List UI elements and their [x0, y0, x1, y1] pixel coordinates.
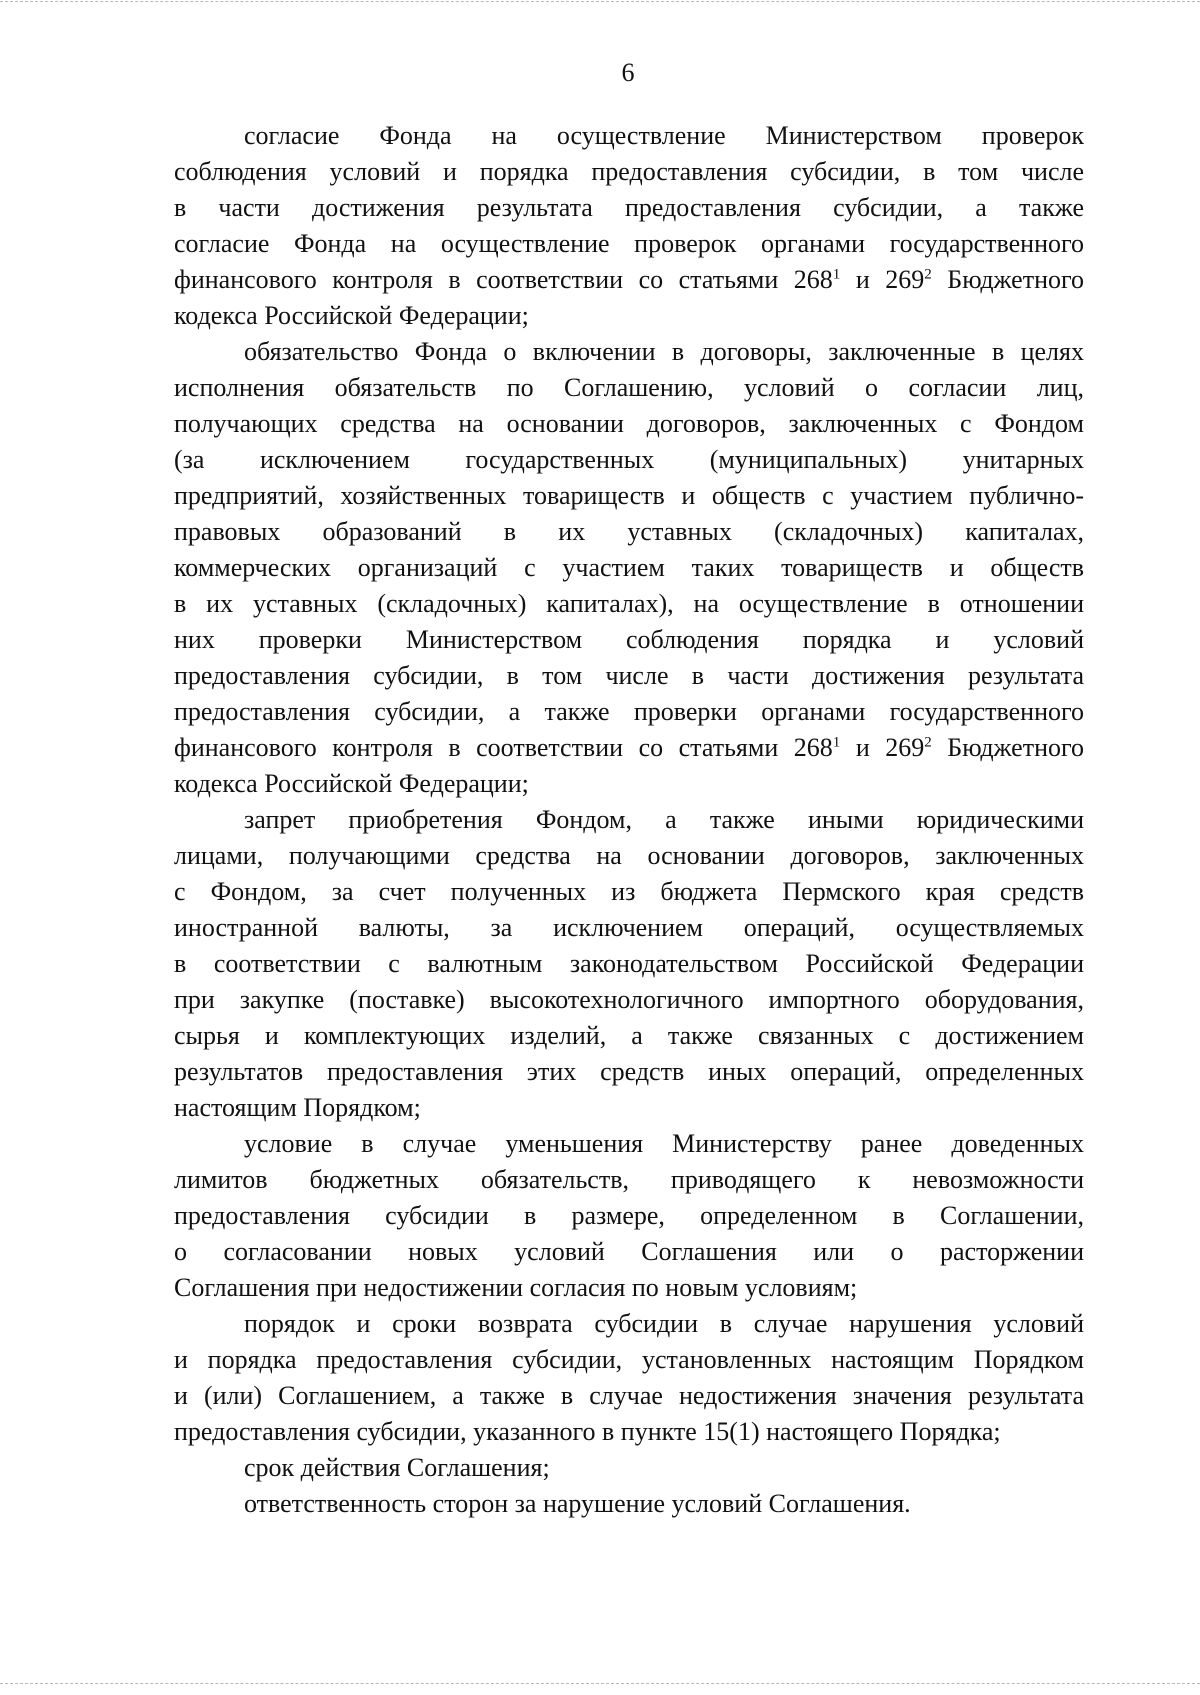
text-line: согласие Фонда на осуществление проверок органами государственного	[174, 229, 1084, 258]
paragraph	[174, 118, 1084, 334]
text-run: Бюджетного	[931, 733, 1085, 762]
text-line: ответственность сторон за нарушение условий Соглашения.	[244, 1489, 911, 1518]
text-line: в их уставных (складочных) капиталах), на осуществление в отношении	[174, 589, 1084, 618]
text-line: предоставления субсидии в размере, определенном в Соглашении,	[174, 1201, 1084, 1230]
text-run: и 269	[840, 733, 925, 762]
text-line: сырья и комплектующих изделий, а также связанных с достижением	[174, 1021, 1084, 1050]
text-line: в соответствии с валютным законодательством Российской Федерации	[174, 949, 1084, 978]
text-line: и порядка предоставления субсидии, установленных настоящим Порядком	[174, 1345, 1084, 1374]
text-line	[174, 262, 1084, 298]
paragraph	[174, 1126, 1084, 1306]
text-line: настоящим Порядком;	[174, 1093, 421, 1122]
text-line: исполнения обязательств по Соглашению, условий о согласии лиц,	[174, 373, 1084, 402]
scan-top-edge	[0, 1, 1200, 2]
text-line: порядок и сроки возврата субсидии в случае нарушения условий	[244, 1309, 1084, 1338]
paragraph	[174, 1450, 1084, 1486]
text-line: и (или) Соглашением, а также в случае недостижения значения результата	[174, 1381, 1084, 1410]
text-line	[174, 730, 1084, 766]
paragraph	[174, 1486, 1084, 1522]
text-line: предприятий, хозяйственных товариществ и обществ с участием публично-	[174, 481, 1084, 510]
text-line: них проверки Министерством соблюдения порядка и условий	[174, 625, 1084, 654]
document-body	[174, 118, 1084, 1522]
paragraph	[174, 802, 1084, 1126]
text-line: при закупке (поставке) высокотехнологичного импортного оборудования,	[174, 985, 1084, 1014]
text-line: предоставления субсидии, а также проверки органами государственного	[174, 697, 1084, 726]
superscript: 1	[832, 734, 841, 751]
text-line: с Фондом, за счет полученных из бюджета Пермского края средств	[174, 877, 1084, 906]
text-line: предоставления субсидии, указанного в пункте 15(1) настоящего Порядка;	[174, 1417, 1001, 1446]
text-run: финансового контроля в соответствии со статьями 268	[174, 733, 833, 762]
text-line: запрет приобретения Фондом, а также иными юридическими	[244, 805, 1084, 834]
text-line: лицами, получающими средства на основании договоров, заключенных	[174, 841, 1084, 870]
text-line: обязательство Фонда о включении в договоры, заключенные в целях	[244, 337, 1084, 366]
text-line: правовых образований в их уставных (складочных) капиталах,	[174, 517, 1084, 546]
text-line: (за исключением государственных (муниципальных) унитарных	[174, 445, 1084, 474]
text-line: лимитов бюджетных обязательств, приводящего к невозможности	[174, 1165, 1084, 1194]
text-run: и 269	[840, 265, 925, 294]
paragraph	[174, 334, 1084, 802]
text-line: в части достижения результата предоставления субсидии, а также	[174, 193, 1084, 222]
text-line: кодекса Российской Федерации;	[174, 769, 529, 798]
scan-bottom-edge	[0, 1683, 1200, 1684]
text-line: условие в случае уменьшения Министерству ранее доведенных	[244, 1129, 1084, 1158]
text-line: срок действия Соглашения;	[244, 1453, 550, 1482]
text-run: финансового контроля в соответствии со статьями 268	[174, 265, 833, 294]
text-line: результатов предоставления этих средств иных операций, определенных	[174, 1057, 1084, 1086]
text-line: кодекса Российской Федерации;	[174, 301, 529, 330]
text-line: иностранной валюты, за исключением операций, осуществляемых	[174, 913, 1084, 942]
text-line: соблюдения условий и порядка предоставления субсидии, в том числе	[174, 157, 1084, 186]
text-line: коммерческих организаций с участием таких товариществ и обществ	[174, 553, 1084, 582]
text-line: получающих средства на основании договоров, заключенных с Фондом	[174, 409, 1084, 438]
text-run: Бюджетного	[931, 265, 1085, 294]
page-number: 6	[621, 58, 635, 87]
superscript: 2	[924, 734, 932, 751]
paragraph	[174, 1306, 1084, 1450]
text-line: Соглашения при недостижении согласия по новым условиям;	[174, 1273, 858, 1302]
text-line: о согласовании новых условий Соглашения или о расторжении	[174, 1237, 1084, 1266]
text-line: предоставления субсидии, в том числе в части достижения результата	[174, 661, 1084, 690]
text-line: согласие Фонда на осуществление Министерством проверок	[244, 121, 1084, 150]
superscript: 2	[924, 266, 932, 283]
superscript: 1	[832, 266, 841, 283]
